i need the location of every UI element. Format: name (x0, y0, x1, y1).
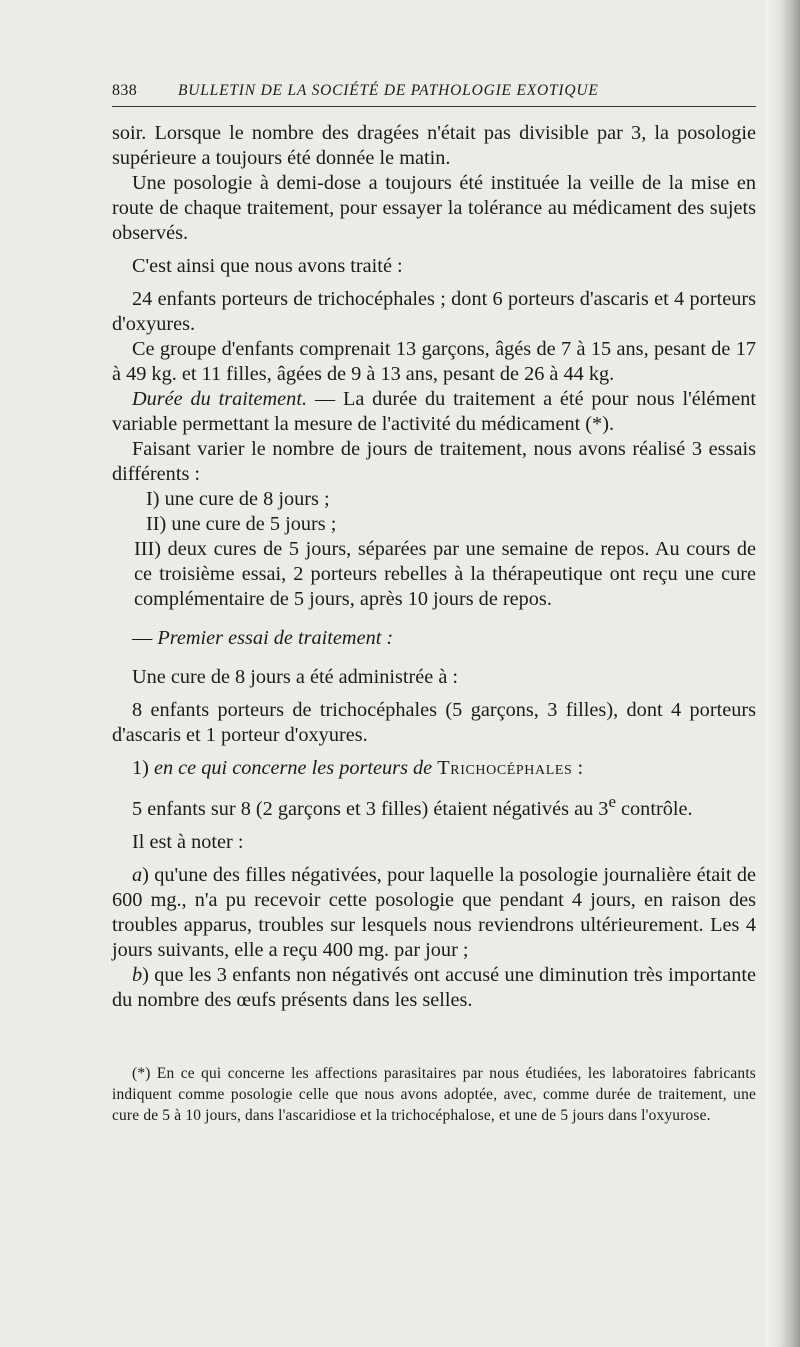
paragraph: Une cure de 8 jours a été administrée à : (132, 666, 459, 688)
body-text (112, 121, 756, 1013)
italic-text: en ce qui concerne les porteurs de (153, 757, 433, 779)
page-edge-shadow (766, 0, 800, 1347)
paragraph: Ce groupe d'enfants comprenait 13 garçons, âgés de 7 à 15 ans, pesant de 17 à 49 kg. et 11 filles, âgées de 9 à 13 ans, pesant de 26 à 44 kg. (112, 338, 756, 385)
document-page (112, 82, 756, 1126)
list-item: III) deux cures de 5 jours, séparées par une semaine de repos. Au cours de ce troisième essai, 2 porteurs rebelles à la thérapeutique ont reçu une cure complémentaire de 5 jours, après 10 jours de repos. (134, 538, 756, 610)
footnote: (*) En ce qui concerne les affections parasitaires par nous étudiées, les laboratoires fabricants indiquent comme posologie celle que nous avons adoptée, avec, comme durée de traitement, une cure de 5 à 10 jours, dans l'ascaridiose et la trichocéphalose, et une de 5 jours dans l'oxyurose. (112, 1064, 756, 1124)
item-label: b (132, 963, 143, 986)
section-label: Durée du traitement. (132, 388, 308, 410)
paragraph-text: : (572, 757, 584, 779)
heading-dash: — (132, 627, 158, 649)
running-title: BULLETIN DE LA SOCIÉTÉ DE PATHOLOGIE EXOTIQUE (178, 82, 599, 99)
paragraph (112, 963, 756, 1013)
small-caps-text: Trichocéphales (437, 757, 573, 779)
paragraph: C'est ainsi que nous avons traité : (132, 255, 403, 277)
running-header (112, 82, 756, 107)
paragraph-text: contrôle. (615, 797, 693, 820)
paragraph-text: ) qu'une des filles négativées, pour laquelle la posologie journalière était de 600 mg., n'a pu recevoir cette posologie que pendant 4 jours, en raison des troubles apparus, troubles sur lesquels nous reviendrons ultérieurement. Les 4 jours suivants, elle a reçu 400 mg. par jour ; (112, 863, 756, 961)
paragraph (112, 756, 756, 781)
heading-text: Premier essai de traitement : (157, 627, 394, 649)
page-number: 838 (112, 82, 138, 99)
paragraph: Une posologie à demi-dose a toujours été instituée la veille de la mise en route de chaque traitement, pour essayer la tolérance au médicament des sujets observés. (112, 172, 756, 244)
paragraph-text: ) que les 3 enfants non négativés ont accusé une diminution très importante du nombre des œufs présents dans les selles. (112, 963, 756, 1011)
list-item: I) une cure de 8 jours ; (146, 488, 330, 510)
paragraph: Il est à noter : (132, 830, 244, 853)
paragraph-text: — La durée du traitement a été pour nous l'élément variable permettant la mesure de l'activité du médicament (*). (112, 388, 756, 435)
paragraph (112, 789, 756, 822)
list-item: II) une cure de 5 jours ; (146, 513, 337, 535)
paragraph: 24 enfants porteurs de trichocéphales ; dont 6 porteurs d'ascaris et 4 porteurs d'oxyures. (112, 288, 756, 335)
paragraph-text: 5 enfants sur 8 (2 garçons et 3 filles) étaient négativés au 3 (132, 797, 609, 820)
item-number: 1) (132, 757, 154, 779)
paragraph: soir. Lorsque le nombre des dragées n'était pas divisible par 3, la posologie supérieure a toujours été donnée le matin. (112, 122, 756, 169)
paragraph: Faisant varier le nombre de jours de traitement, nous avons réalisé 3 essais différents : (112, 438, 756, 485)
section-heading (112, 626, 756, 651)
superscript: e (608, 792, 616, 811)
paragraph (112, 863, 756, 963)
paragraph (112, 387, 756, 437)
paragraph: 8 enfants porteurs de trichocéphales (5 garçons, 3 filles), dont 4 porteurs d'ascaris et 1 porteur d'oxyures. (112, 699, 756, 746)
item-label: a (132, 863, 143, 886)
